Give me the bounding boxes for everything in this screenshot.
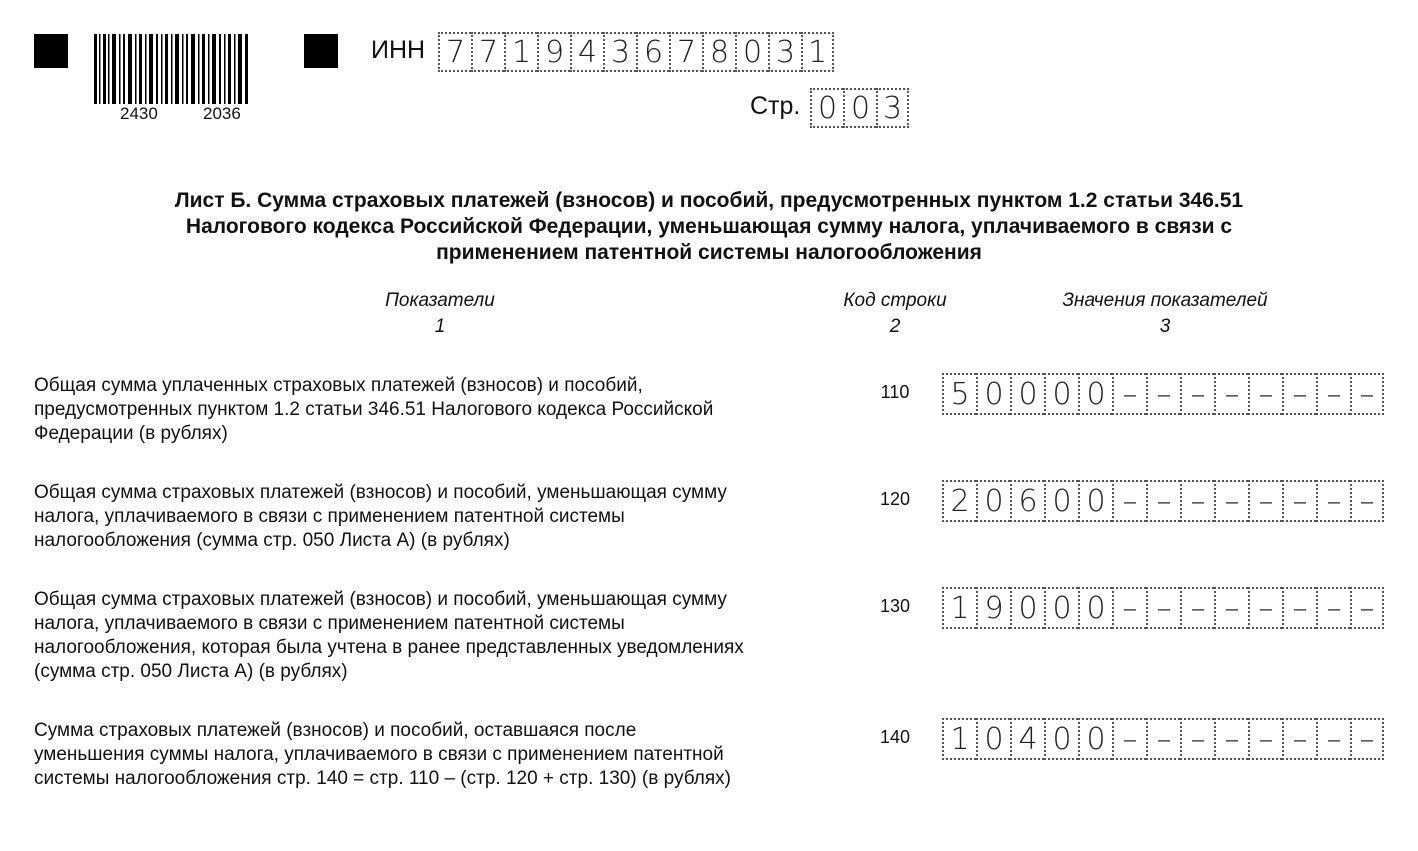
inn-digit-cell: 1 [504, 32, 537, 72]
line-code-140: 140 [879, 727, 911, 747]
column-header-values: Значения показателей 3 [1062, 290, 1268, 337]
inn-digit-cell: 4 [570, 32, 603, 72]
inn-digit-cell: 0 [735, 32, 768, 72]
value-digit-cell: 0 [1010, 373, 1044, 415]
indicator-text-line: предусмотренных пунктом 1.2 статьи 346.51 Налогового кодекса Российской [34, 399, 714, 420]
indicator-text-line: уменьшения суммы налога, уплачиваемого в связи с применением патентной [34, 744, 724, 765]
inn-digit-cell: 9 [537, 32, 570, 72]
value-digit-cell: 0 [1044, 480, 1078, 522]
inn-digit-cell: 3 [768, 32, 801, 72]
value-digit-cell: – [1350, 373, 1384, 415]
value-digit-cell: – [1282, 373, 1316, 415]
inn-digit-cell: 7 [669, 32, 702, 72]
line-code-110: 110 [880, 382, 910, 402]
value-digit-cell: – [1248, 480, 1282, 522]
value-digit-cell: – [1146, 373, 1180, 415]
indicator-text [34, 481, 854, 553]
inn-digit-cell: 1 [801, 32, 834, 72]
column-header-indicators: Показатели 1 [385, 290, 495, 337]
value-digit-cell: 0 [1078, 373, 1112, 415]
value-digit-cell: 0 [1078, 587, 1112, 629]
indicator-text-line: Общая сумма страховых платежей (взносов) и пособий, уменьшающая сумму [34, 482, 727, 503]
value-digit-cell: – [1248, 718, 1282, 760]
indicator-text-line: Общая сумма страховых платежей (взносов) и пособий, уменьшающая сумму [34, 589, 727, 610]
page-label: Стр. [750, 92, 801, 120]
value-digit-cell: 0 [1044, 718, 1078, 760]
value-digit-cell: 0 [1044, 587, 1078, 629]
indicator-text-line: налога, уплачиваемого в связи с применением патентной системы [34, 506, 625, 527]
value-digit-cell: – [1316, 587, 1350, 629]
value-digit-cell: – [1112, 480, 1146, 522]
sheet-title [40, 188, 1378, 266]
value-digit-cell: 1 [942, 587, 976, 629]
inn-digit-cell: 3 [603, 32, 636, 72]
line-code-130: 130 [879, 596, 911, 616]
value-digit-cell: – [1248, 373, 1282, 415]
value-field-120[interactable] [942, 480, 1384, 522]
value-digit-cell: – [1350, 480, 1384, 522]
value-digit-cell: – [1214, 718, 1248, 760]
value-digit-cell: 1 [942, 718, 976, 760]
indicator-text [34, 588, 854, 684]
barcode [94, 34, 249, 104]
value-digit-cell: 9 [976, 587, 1010, 629]
value-digit-cell: – [1214, 373, 1248, 415]
indicator-text-line: Сумма страховых платежей (взносов) и пособий, оставшаяся после [34, 720, 637, 741]
value-field-140[interactable] [942, 718, 1384, 760]
page-digit-cell: 3 [876, 88, 909, 128]
value-digit-cell: – [1316, 718, 1350, 760]
indicator-text-line: налогообложения, которая была учтена в ранее представленных уведомлениях [34, 637, 744, 658]
value-digit-cell: – [1180, 373, 1214, 415]
value-digit-cell: – [1214, 587, 1248, 629]
indicator-text-line: (сумма стр. 050 Листа А) (в рублях) [34, 661, 348, 682]
inn-digit-cell: 8 [702, 32, 735, 72]
indicator-text-line: налога, уплачиваемого в связи с применением патентной системы [34, 613, 625, 634]
value-digit-cell: 0 [1078, 480, 1112, 522]
indicator-text-line: Общая сумма уплаченных страховых платежей (взносов) и пособий, [34, 375, 643, 396]
column-header-line-code: Код строки 2 [843, 290, 947, 337]
value-digit-cell: – [1350, 718, 1384, 760]
indicator-text [34, 719, 854, 791]
value-digit-cell: – [1180, 480, 1214, 522]
inn-label: ИНН [371, 36, 426, 64]
indicator-text-line: налогообложения (сумма стр. 050 Листа А) (в рублях) [34, 530, 510, 551]
value-digit-cell: – [1112, 373, 1146, 415]
indicator-text-line: Федерации (в рублях) [34, 423, 228, 444]
value-digit-cell: 4 [1010, 718, 1044, 760]
value-digit-cell: – [1146, 587, 1180, 629]
value-digit-cell: – [1180, 587, 1214, 629]
value-digit-cell: – [1146, 718, 1180, 760]
value-digit-cell: – [1282, 587, 1316, 629]
sheet-title-line: Налогового кодекса Российской Федерации, уменьшающая сумму налога, уплачиваемого в связи с [185, 215, 1233, 238]
value-digit-cell: – [1112, 587, 1146, 629]
corner-marker-left [34, 34, 68, 68]
inn-field [438, 32, 834, 72]
value-digit-cell: 2 [942, 480, 976, 522]
value-digit-cell: 0 [1044, 373, 1078, 415]
value-digit-cell: – [1350, 587, 1384, 629]
value-digit-cell: 0 [1010, 587, 1044, 629]
value-digit-cell: – [1248, 587, 1282, 629]
page-digit-cell: 0 [843, 88, 876, 128]
inn-digit-cell: 7 [471, 32, 504, 72]
value-digit-cell: – [1282, 480, 1316, 522]
page-digit-cell: 0 [810, 88, 843, 128]
line-code-120: 120 [879, 489, 911, 509]
value-digit-cell: 0 [976, 718, 1010, 760]
indicator-text [34, 374, 854, 446]
value-field-110[interactable] [942, 373, 1384, 415]
value-field-130[interactable] [942, 587, 1384, 629]
sheet-title-line: применением патентной системы налогообложения [436, 241, 982, 264]
indicator-text-line: системы налогообложения стр. 140 = стр. 110 – (стр. 120 + стр. 130) (в рублях) [34, 768, 731, 789]
corner-marker-right [304, 34, 338, 68]
value-digit-cell: – [1316, 480, 1350, 522]
inn-digit-cell: 7 [438, 32, 471, 72]
value-digit-cell: – [1316, 373, 1350, 415]
value-digit-cell: 0 [1078, 718, 1112, 760]
page-number-field [810, 88, 909, 128]
barcode-number-left: 2430 [120, 104, 158, 123]
sheet-title-line: Лист Б. Сумма страховых платежей (взносов) и пособий, предусмотренных пунктом 1.2 статьи 346.51 [174, 189, 1244, 212]
inn-digit-cell: 6 [636, 32, 669, 72]
value-digit-cell: 5 [942, 373, 976, 415]
value-digit-cell: 6 [1010, 480, 1044, 522]
value-digit-cell: – [1112, 718, 1146, 760]
value-digit-cell: – [1146, 480, 1180, 522]
value-digit-cell: 0 [976, 480, 1010, 522]
value-digit-cell: – [1282, 718, 1316, 760]
value-digit-cell: – [1214, 480, 1248, 522]
value-digit-cell: 0 [976, 373, 1010, 415]
barcode-number-right: 2036 [203, 104, 241, 123]
value-digit-cell: – [1180, 718, 1214, 760]
